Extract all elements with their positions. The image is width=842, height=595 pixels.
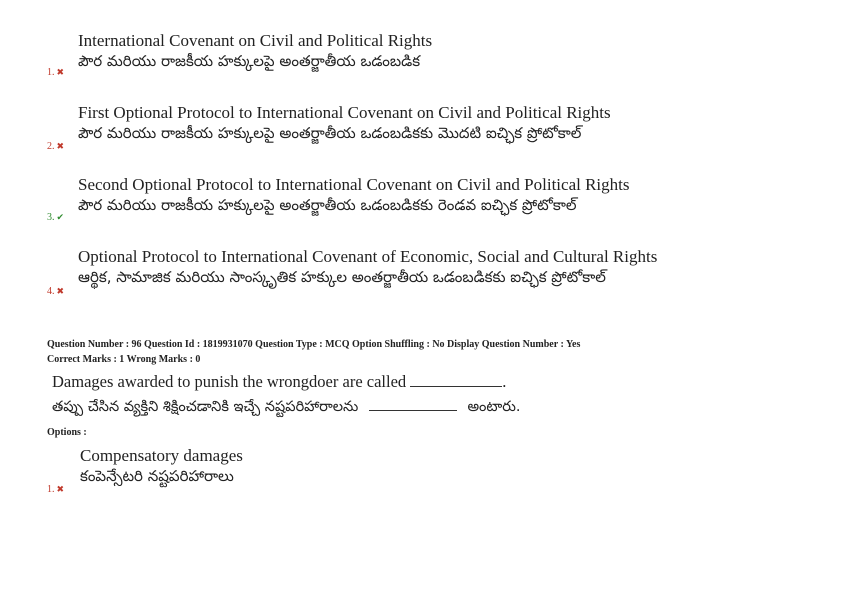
option-text-telugu: పౌర మరియు రాజకీయ హక్కులపై అంతర్జాతీయ ఒడంబడికకు మొదటి ఐచ్ఛిక ప్రోటోకాల్	[78, 124, 582, 142]
question-meta-line2: Correct Marks : 1 Wrong Marks : 0	[47, 354, 201, 365]
option-number: 4. ✖	[47, 286, 65, 297]
option-text-english: Optional Protocol to International Covenant of Economic, Social and Cultural Rights	[78, 247, 658, 266]
question-meta-line1: Question Number : 96 Question Id : 1819931070 Question Type : MCQ Option Shuffling : No Display Question Number : Yes	[47, 339, 581, 350]
option-number: 1. ✖	[47, 67, 65, 78]
answer-blank	[410, 372, 502, 387]
options-label: Options :	[47, 427, 87, 438]
cross-icon: ✖	[56, 141, 65, 151]
option-text-telugu: పౌర మరియు రాజకీయ హక్కులపై అంతర్జాతీయ ఒడంబడికకు రెండవ ఐచ్ఛిక ప్రోటోకాల్	[78, 196, 577, 214]
option-text-telugu: ఆర్థిక, సామాజిక మరియు సాంస్కృతిక హక్కుల అంతర్జాతీయ ఒడంబడికకు ఐచ్ఛిక ప్రోటోకాల్	[78, 268, 606, 286]
option-number: 2. ✖	[47, 141, 65, 152]
cross-icon: ✖	[56, 286, 65, 296]
cross-icon: ✖	[56, 484, 65, 494]
option-text-english: International Covenant on Civil and Political Rights	[78, 31, 433, 50]
option-number: 3. ✔	[47, 212, 65, 223]
option-number: 1. ✖	[47, 484, 65, 495]
option-text-english: Compensatory damages	[80, 446, 243, 465]
check-icon: ✔	[56, 212, 65, 222]
question-text-english: Damages awarded to punish the wrongdoer are called .	[52, 372, 507, 391]
option-text-telugu: పౌర మరియు రాజకీయ హక్కులపై అంతర్జాతీయ ఒడంబడిక	[78, 52, 421, 70]
option-text-telugu: కంపెన్సేటరి నష్టపరిహారాలు	[80, 467, 234, 485]
option-text-english: Second Optional Protocol to International Covenant on Civil and Political Rights	[78, 175, 630, 194]
cross-icon: ✖	[56, 67, 65, 77]
option-text-english: First Optional Protocol to International Covenant on Civil and Political Rights	[78, 103, 611, 122]
answer-blank	[369, 396, 457, 411]
question-text-telugu: తప్పు చేసిన వ్యక్తిని శిక్షించడానికి ఇచ్చే నష్టపరిహారాలను అంటారు.	[52, 396, 520, 419]
